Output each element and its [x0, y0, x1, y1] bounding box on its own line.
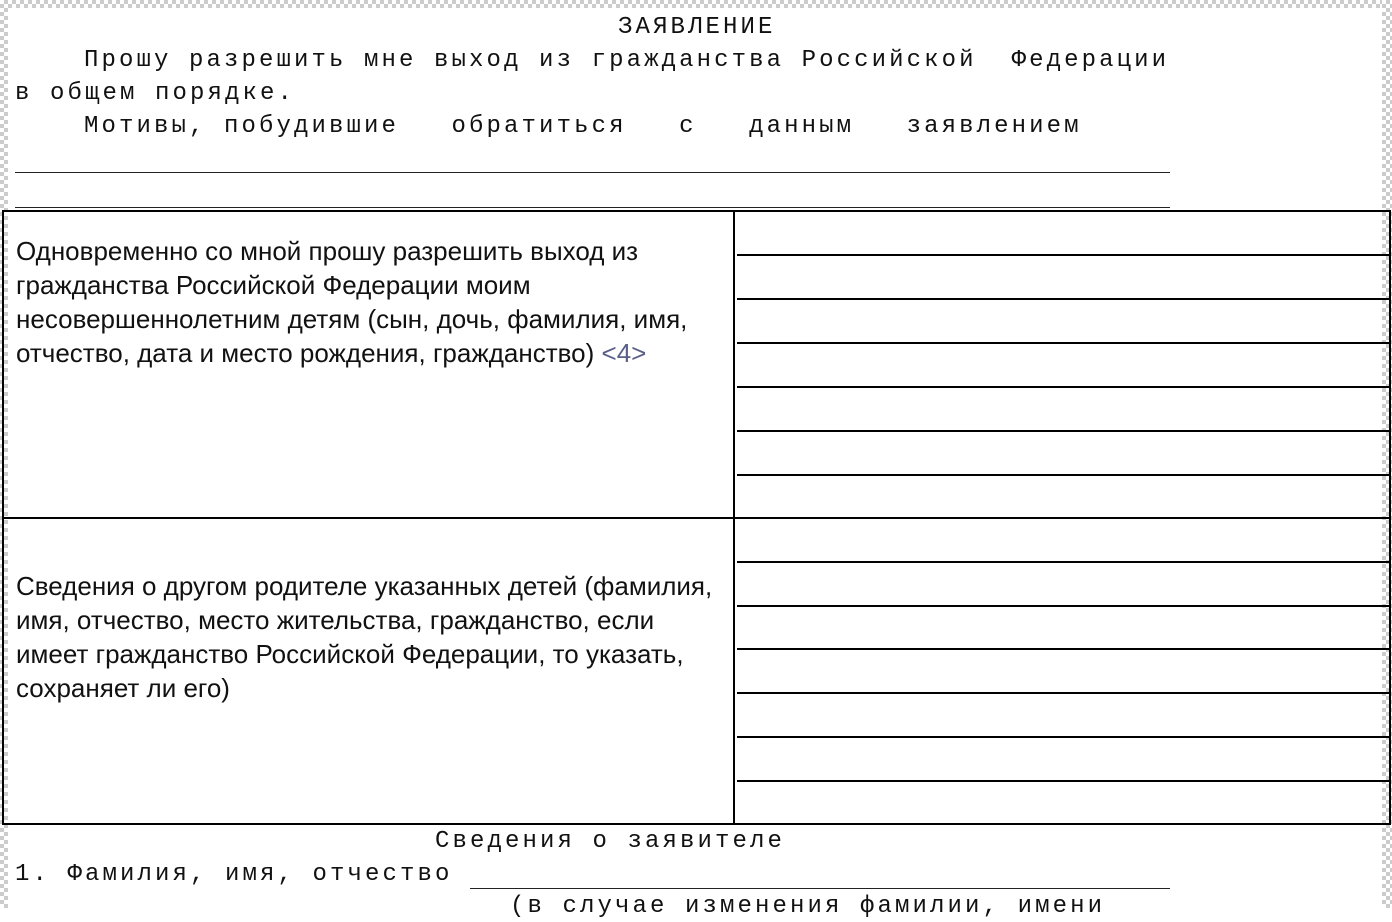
children-table: [2, 210, 1391, 825]
other-parent-entry-line[interactable]: [737, 561, 1389, 563]
other-parent-entry-line[interactable]: [737, 780, 1389, 782]
other-parent-label-cell: [4, 519, 735, 823]
other-parent-label: Сведения о другом родителе указанных детей (фамилия, имя, отчество, место жительства, гражданство, если имеет гражданство Российской Федерации, то указать, сохраняет ли его): [16, 571, 713, 703]
motives-label: Мотивы, побудившие обратиться с данным заявлением: [84, 113, 1082, 140]
other-parent-entry-line[interactable]: [737, 692, 1389, 694]
children-label-cell: [4, 212, 735, 517]
children-entry-line[interactable]: [737, 254, 1389, 256]
children-label: Одновременно со мной прошу разрешить выход из гражданства Российской Федерации моим несовершеннолетним детям (сын, дочь, фамилия, имя, отчество, дата и место рождения, гражданство): [16, 236, 688, 368]
motives-input-line-2[interactable]: [15, 207, 1170, 208]
request-text-line2: в общем порядке.: [15, 80, 296, 107]
applicant-section-title: Сведения о заявителе: [435, 828, 786, 855]
other-parent-entry-line[interactable]: [737, 736, 1389, 738]
children-entry-line[interactable]: [737, 386, 1389, 388]
children-entry-line[interactable]: [737, 342, 1389, 344]
field1-label: 1. Фамилия, имя, отчество: [15, 861, 453, 888]
footnote-ref-4[interactable]: <4>: [601, 338, 647, 368]
children-entry-line[interactable]: [737, 430, 1389, 432]
field1-input-line[interactable]: [470, 888, 1170, 889]
request-text-line1: Прошу разрешить мне выход из гражданства Российской Федерации: [84, 47, 1170, 74]
motives-input-line-1[interactable]: [15, 172, 1170, 173]
other-parent-entry-line[interactable]: [737, 648, 1389, 650]
children-entry-line[interactable]: [737, 474, 1389, 476]
transparency-border-top: [0, 0, 1392, 8]
field1-hint: (в случае изменения фамилии, имени: [510, 893, 1106, 920]
other-parent-entry-line[interactable]: [737, 605, 1389, 607]
children-entry-line[interactable]: [737, 298, 1389, 300]
document-title: ЗАЯВЛЕНИЕ: [618, 14, 776, 41]
